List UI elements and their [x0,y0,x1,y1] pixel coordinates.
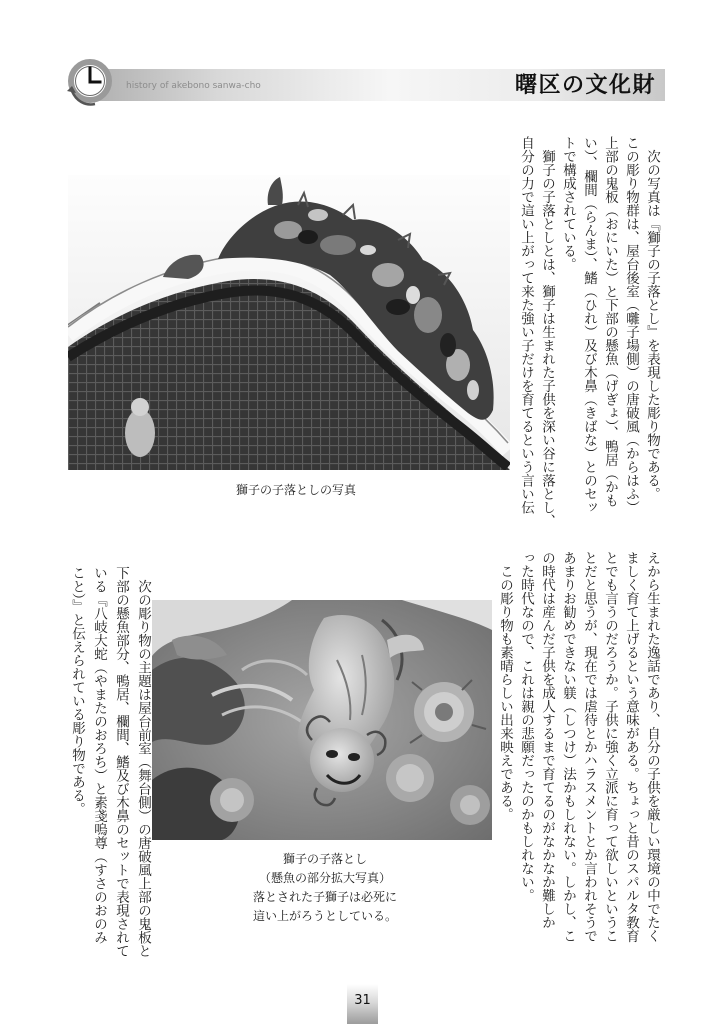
text-line: 次の写真は『獅子の子落とし』を表現した彫り物である。 [644,136,660,501]
photo-shishi-no-kootoshi [68,175,510,470]
caption-line: 落とされた子獅子は必死に [252,890,397,904]
text-line: こと）』と伝えられている彫り物である。 [69,566,85,816]
photo-caption: 獅子の子落としの写真 [235,483,356,497]
page-title: 曙区の文化財 [514,73,656,98]
text-line: った時代なので、これは親の悲願だったのかもしれない。 [518,551,534,902]
caption-line: 這い上がろうとしている。 [252,909,397,923]
article-upper-right [515,136,662,536]
text-line: えから生まれた逸話であり、自分の子供を厳しい環境の中でたく [644,551,660,943]
text-line: の時代は産んだ子供を成人するまで育てるのがなかなか難しか [539,551,555,929]
caption-line: 獅子の子落とし [282,852,367,866]
header-subtitle: history of akebono sanwa-cho [126,81,261,91]
text-line: いる『八岐大蛇（やまたのおろち）と素戔嗚尊（すさのおのみ [91,566,107,944]
text-line: 次の彫り物の主題は屋台前室（舞台側）の唐破風上部の鬼板と [135,566,151,958]
page-number: 31 [354,993,371,1008]
text-line: この彫り物も素晴らしい出来映えである。 [497,551,513,821]
article-lower-right [494,551,662,951]
photo-kengyo-closeup [152,600,492,840]
text-line: 獅子の子落としとは、獅子は生まれた子供を深い谷に落とし、 [539,136,555,528]
text-line: トで構成されている。 [560,136,576,271]
caption-line: （懸魚の部分拡大写真） [258,871,391,885]
text-line: 上部の鬼板（おにいた）と下部の懸魚（げぎょ）、鴨居（かも [602,136,618,508]
text-line: い）、欄間（らんま）、鰭（ひれ）及び木鼻（きばな）とのセッ [581,136,597,514]
text-line: ましく育て上げるという意味がある。ちょっと昔のスパルタ教育 [623,551,639,943]
text-line: この彫り物群は、屋台後室（囃子場側）の唐破風（からはふ） [623,136,639,514]
text-line: とでも言うのだろうか。子供に強く立派に育って欲しいというこ [602,551,618,943]
text-line: 自分の力で這い上がって来た強い子だけを育てるという言い伝 [518,136,534,514]
photo-caption-detail [222,850,428,926]
text-line: あまりお勧めできない躾（しつけ）法かもしれない。しかし、こ [560,551,576,943]
text-line: とだと思うが、現在では虐待とかハラスメントとか言われそうで [581,551,597,943]
clock-icon [63,57,115,109]
text-line: 下部の懸魚部分、鴨居、欄間、鰭及び木鼻のセットで表現されて [113,566,129,958]
article-lower-left [66,566,154,966]
